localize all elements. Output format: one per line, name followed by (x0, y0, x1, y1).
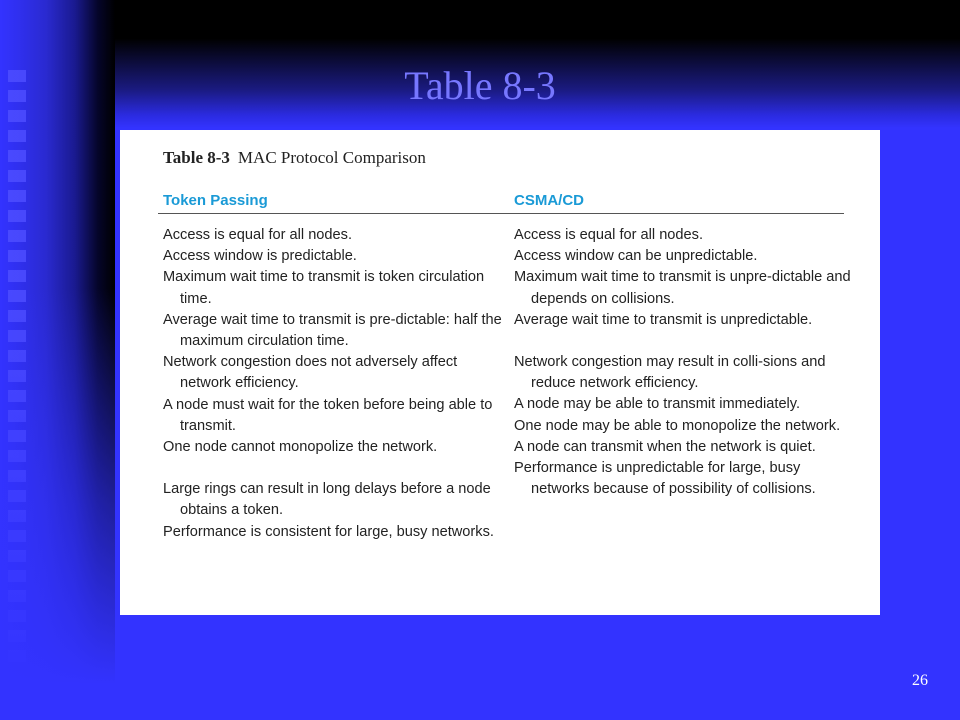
table-caption-title: MAC Protocol Comparison (237, 148, 426, 167)
page-number: 26 (912, 672, 928, 689)
column-token-passing (163, 225, 503, 543)
list-item: Network congestion may result in colli-sions and reduce network efficiency. (514, 354, 826, 392)
list-item: A node may be able to transmit immediately. (514, 396, 801, 413)
table-caption (163, 148, 426, 168)
comparison-table (120, 130, 880, 615)
slide-title: Table 8-3 (404, 63, 556, 108)
decorative-squares (8, 70, 26, 670)
column-header-token-passing: Token Passing (163, 192, 268, 209)
list-item: Access window is predictable. (163, 248, 357, 265)
list-item: Access is equal for all nodes. (514, 227, 704, 243)
list-item: Average wait time to transmit is unpredictable. (514, 311, 813, 328)
list-item: Maximum wait time to transmit is token circulation time. (163, 269, 485, 307)
list-item: One node may be able to monopolize the network. (514, 417, 841, 434)
list-item: A node can transmit when the network is quiet. (514, 438, 816, 455)
list-item: Access window can be unpredictable. (514, 248, 758, 265)
list-item: Access is equal for all nodes. (163, 227, 353, 243)
header-divider (158, 213, 844, 214)
list-item: Maximum wait time to transmit is unpre-dictable and depends on collisions. (514, 269, 851, 307)
list-item: Average wait time to transmit is pre-dictable: half the maximum circulation time. (163, 311, 502, 350)
list-item: One node cannot monopolize the network. (163, 439, 438, 456)
table-caption-number: Table 8-3 (163, 148, 230, 167)
list-item: Performance is unpredictable for large, busy networks because of possibility of collisions. (514, 460, 816, 498)
column-header-csma-cd: CSMA/CD (514, 192, 584, 209)
column-csma-cd (514, 225, 854, 500)
list-item: Network congestion does not adversely affect network efficiency. (163, 354, 458, 392)
list-item: A node must wait for the token before being able to transmit. (163, 396, 493, 434)
list-item: Large rings can result in long delays before a node obtains a token. (163, 481, 491, 519)
list-item: Performance is consistent for large, busy networks. (163, 523, 494, 540)
